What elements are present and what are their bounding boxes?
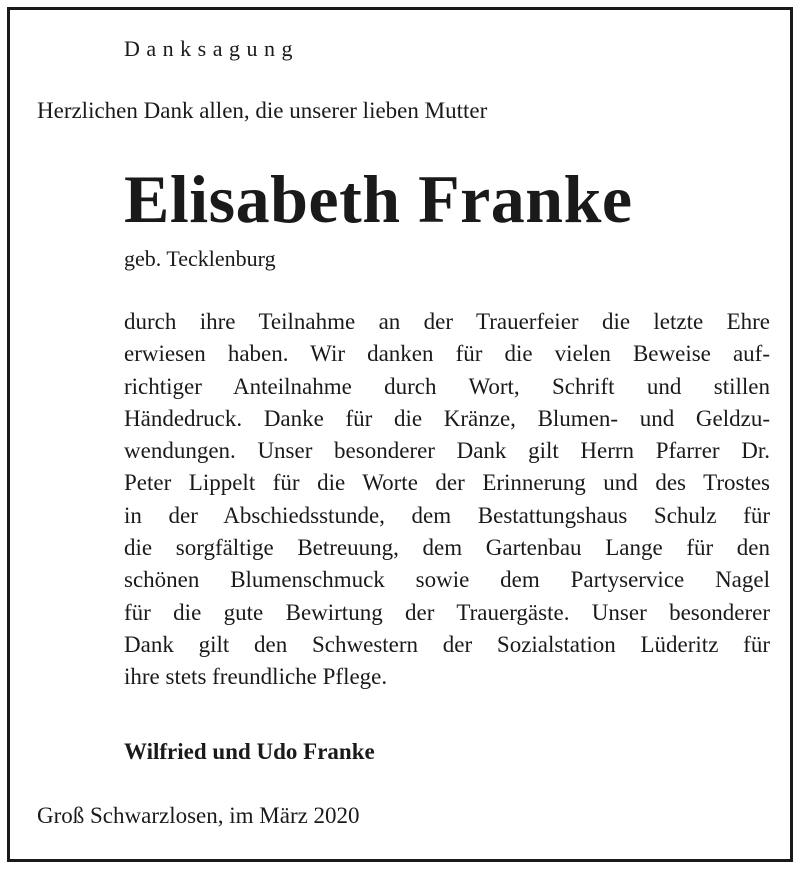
notice-heading: Danksagung (124, 36, 299, 61)
body-line: die sorgfältige Betreuung, dem Gartenbau Lange für den (124, 535, 770, 561)
obituary-notice (7, 7, 793, 862)
body-line: richtiger Anteilnahme durch Wort, Schrift und stillen (124, 373, 770, 399)
signature: Wilfried und Udo Franke (124, 739, 375, 764)
body-line: erwiesen haben. Wir danken für die vielen Beweise auf- (124, 341, 770, 367)
place-date: Groß Schwarzlosen, im März 2020 (37, 803, 360, 828)
body-line: ihre stets freundliche Pflege. (124, 664, 388, 690)
body-line: durch ihre Teilnahme an der Trauerfeier die letzte Ehre (124, 309, 770, 334)
body-line: in der Abschiedsstunde, dem Bestattungshaus Schulz für (124, 502, 770, 528)
body-line: Händedruck. Danke für die Kränze, Blumen- und Geldzu- (124, 405, 770, 431)
maiden-name: geb. Tecklenburg (124, 246, 276, 271)
intro-text: Herzlichen Dank allen, die unserer lieben Mutter (37, 98, 488, 123)
body-line: Dank gilt den Schwestern der Sozialstation Lüderitz für (124, 631, 770, 657)
body-line: schönen Blumenschmuck sowie dem Partyservice Nagel (124, 567, 770, 593)
thanks-body (124, 306, 770, 694)
body-line: Peter Lippelt für die Worte der Erinnerung und des Trostes (124, 470, 770, 496)
deceased-name: Elisabeth Franke (124, 161, 633, 237)
body-line: für die gute Bewirtung der Trauergäste. Unser besonderer (124, 599, 770, 625)
body-line: wendungen. Unser besonderer Dank gilt Herrn Pfarrer Dr. (124, 438, 770, 464)
